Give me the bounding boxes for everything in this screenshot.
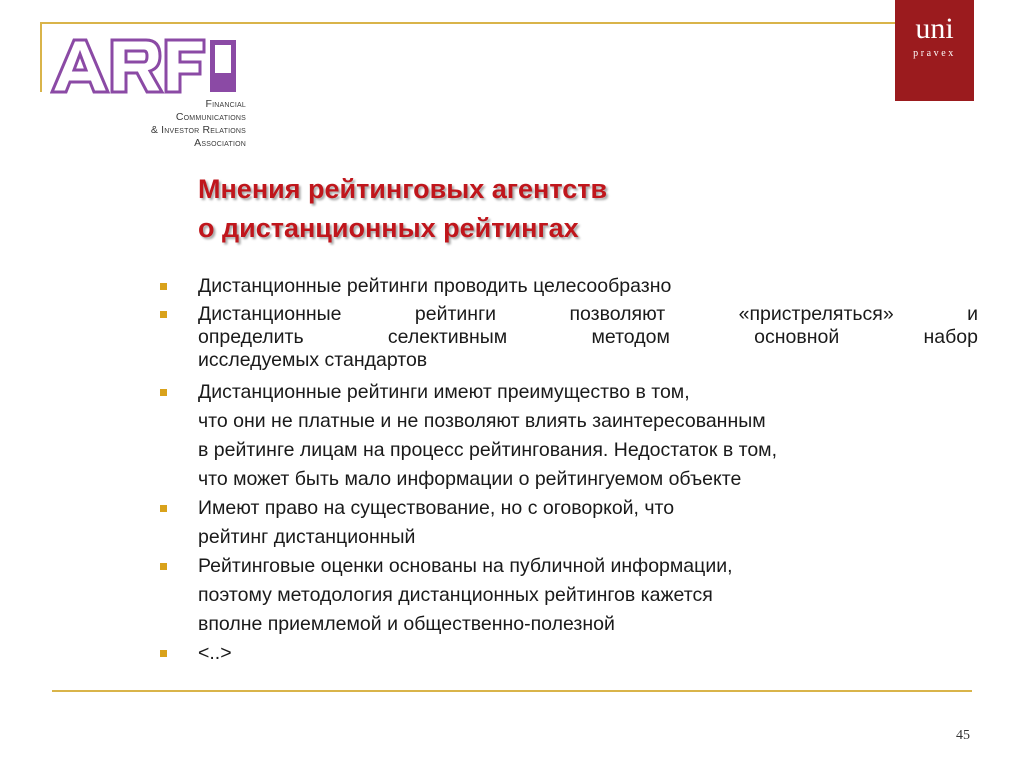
footer-rule [52,690,972,692]
slide-title [198,170,898,248]
bullet-line: Рейтинговые оценки основаны на публичной информации, [198,555,733,577]
logo-line: Financial [205,98,246,110]
bullet-square-icon [160,389,167,396]
header-rule-left [40,22,42,92]
title-line-2: о дистанционных рейтингах [198,213,579,243]
bullet-square-icon [160,505,167,512]
arfi-logo [50,36,250,156]
badge-top-text: uni [915,12,954,45]
logo-line: Association [194,137,246,149]
list-item [160,378,978,494]
logo-line: & Investor Relations [150,124,246,136]
badge-bottom-text: pravex [913,48,956,59]
list-item [160,303,978,372]
list-item [160,552,978,639]
list-item [160,494,978,552]
bullet-line: Дистанционные рейтинги имеют преимущество в том, [198,381,690,403]
arfi-logo-mark [50,36,240,96]
bullet-line: поэтому методология дистанционных рейтингов кажется [198,584,713,606]
logo-line: Communications [175,111,246,123]
title-line-1: Мнения рейтинговых агентств [198,174,608,204]
bullet-line: Имеют право на существование, но с оговоркой, что [198,497,675,519]
bullet-square-icon [160,563,167,570]
header-rule [40,22,895,24]
bullet-line: определить селективным методом основной набор [198,326,978,348]
bullet-line: Дистанционные рейтинги позволяют «пристреляться» и [198,303,978,325]
bullet-square-icon [160,311,167,318]
arfi-logo-text [106,98,246,150]
bullet-square-icon [160,283,167,290]
bullet-list [160,272,978,668]
bullet-line: рейтинг дистанционный [198,526,416,548]
page-number: 45 [956,728,970,743]
bullet-line: исследуемых стандартов [198,349,428,371]
bullet-line: что они не платные и не позволяют влиять заинтересованным [198,410,766,432]
list-item [160,639,978,668]
bullet-line: что может быть мало информации о рейтингуемом объекте [198,468,742,490]
list-item [160,272,978,301]
bullet-line: Дистанционные рейтинги проводить целесообразно [198,275,672,297]
bullet-line: <..> [198,642,232,664]
uni-pravex-badge [895,0,974,101]
bullet-line: в рейтинге лицам на процесс рейтингования. Недостаток в том, [198,439,778,461]
bullet-square-icon [160,650,167,657]
bullet-line: вполне приемлемой и общественно-полезной [198,613,615,635]
